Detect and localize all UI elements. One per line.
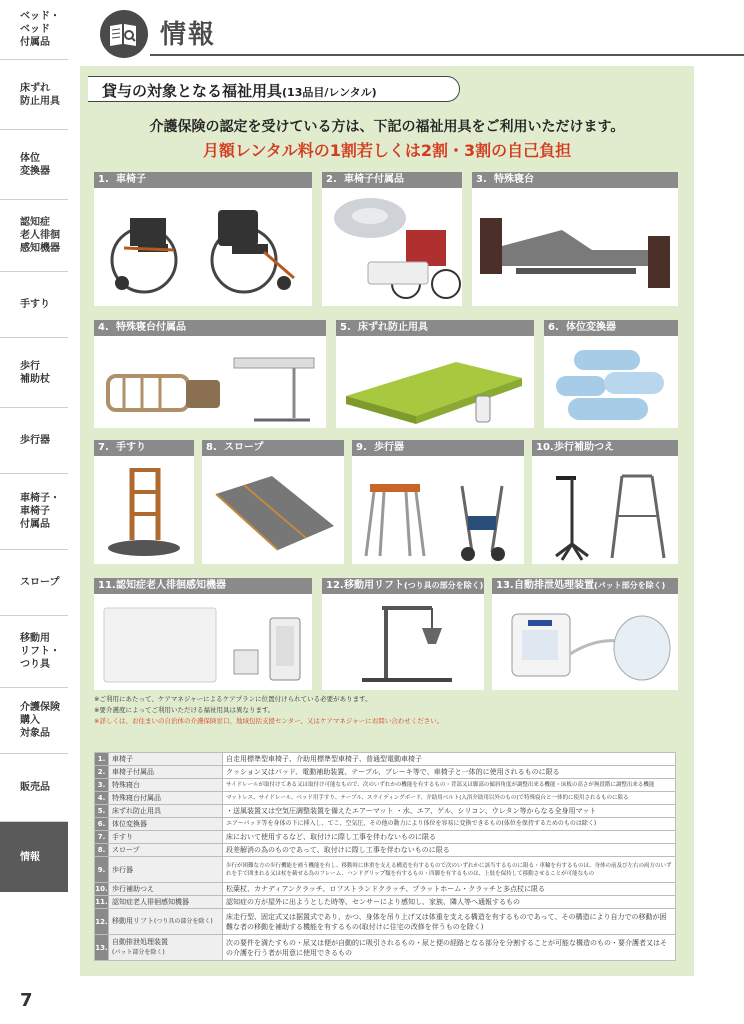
- sidebar: [0, 0, 68, 1024]
- table-cell: 床ずれ防止用具: [109, 805, 223, 818]
- table-row: [95, 857, 676, 883]
- card-label: 床ずれ防止用具: [358, 322, 428, 333]
- equipment-table: [94, 752, 676, 961]
- table-row: [95, 896, 676, 909]
- card-label: 10.: [536, 442, 554, 453]
- card-label: 3.: [476, 174, 487, 185]
- card-slope: [202, 440, 344, 564]
- card-label: 6.: [548, 322, 559, 333]
- notes: [94, 694, 684, 727]
- table-cell: 13.: [95, 935, 109, 961]
- card-dementia-sensor: [94, 578, 312, 690]
- handrail-illustration: [94, 456, 194, 564]
- sidebar-item-slope[interactable]: スロープ: [0, 550, 68, 616]
- card-wheelchair-accessory: [322, 172, 462, 306]
- card-position-changer: [544, 320, 678, 428]
- table-cell: クッション又はパッド、電動補助装置、テーブル、ブレーキ等で、車椅子と一体的に使用されるものに限る: [223, 766, 676, 779]
- sidebar-item-bed[interactable]: ベッド・ ベッド 付属品: [0, 0, 68, 60]
- page-title: 情報: [160, 20, 217, 50]
- card-label: (つり具の部分を除く): [404, 581, 484, 590]
- table-cell: サイドレールが取付けてある又は取付け可能なもので、次のいずれかの機能を有するもの・背部又は脚部の傾斜角度が調整出来る機能・床板の高さが無段階に調整出来る機能: [223, 779, 676, 792]
- table-cell: 7.: [95, 831, 109, 844]
- card-label: 特殊寝台: [494, 174, 534, 185]
- table-cell: 9.: [95, 857, 109, 883]
- table-cell: 6.: [95, 818, 109, 831]
- sidebar-item-info[interactable]: 情報: [0, 822, 68, 892]
- table-row: [95, 831, 676, 844]
- table-row: [95, 883, 676, 896]
- table-cell: 床において使用するなど、取付けに際し工事を伴わないものに限る: [223, 831, 676, 844]
- table-cell: エアーパッド等を身体の下に挿入し、てこ、空気圧、その他の動力により体位を容易に変換できるもの(体位を保持するためのものは除く): [223, 818, 676, 831]
- table-cell: 歩行補助つえ: [109, 883, 223, 896]
- page-number: 7: [20, 990, 33, 1011]
- lead-highlight: 月額レンタル料の1割若しくは2割・3割の自己負担: [202, 141, 572, 160]
- lift-illustration: [322, 594, 484, 690]
- card-walker: [352, 440, 524, 564]
- note-line: ※要介護度によってご利用いただける福祉用具は異なります。: [94, 706, 275, 714]
- book-search-icon: [100, 10, 148, 58]
- table-row: [95, 792, 676, 805]
- table-cell: 歩行が困難な方の歩行機能を補う機能を有し、移動時に体重を支える構造を有するもので次のいずれかに該当するものに限る・車輪を有するものは、身体の前及び左右の両方のいずれを手で囲まれる又は杖を載せる為のフレーム、ハンドグリップ類を有するもの・四脚を有するものは、上肢を保持して移動させることが可能なもの: [223, 857, 676, 883]
- table-cell: マットレス、サイドレール、ベッド用手すり、テーブル、スライディングボード、介助用ベルト(入浴介助用以外のもの)で特殊寝台と一体的に使用されるものに限る: [223, 792, 676, 805]
- card-label: 自動排泄処理装置: [514, 580, 594, 591]
- wheelchair-illustration: [94, 188, 312, 306]
- table-row: [95, 844, 676, 857]
- card-label: 体位変換器: [566, 322, 616, 333]
- table-row: [95, 805, 676, 818]
- air-mattress-illustration: [336, 336, 534, 428]
- sidebar-item-purchase[interactable]: 介護保険 購入 対象品: [0, 688, 68, 754]
- table-row: [95, 818, 676, 831]
- table-cell: 手すり: [109, 831, 223, 844]
- table-cell: 体位変換器: [109, 818, 223, 831]
- table-cell: 3.: [95, 779, 109, 792]
- card-lift: [322, 578, 484, 690]
- table-row: [95, 909, 676, 935]
- header-divider: [150, 54, 744, 56]
- table-cell: 車椅子付属品: [109, 766, 223, 779]
- sidebar-item-position-changer[interactable]: 体位 変換器: [0, 130, 68, 200]
- table-cell: 12.: [95, 909, 109, 935]
- sidebar-item-handrail[interactable]: 手すり: [0, 272, 68, 338]
- walker-illustration: [352, 456, 524, 564]
- sidebar-item-dementia-sensor[interactable]: 認知症 老人徘徊 感知機器: [0, 200, 68, 272]
- sensor-mat-illustration: [94, 594, 312, 690]
- table-row: [95, 753, 676, 766]
- card-label: 13.: [496, 580, 514, 591]
- excretion-device-illustration: [492, 594, 678, 690]
- section-title: 貸与の対象となる福祉用具(13品目/レンタル): [102, 82, 377, 100]
- table-cell: 4.: [95, 792, 109, 805]
- card-handrail: [94, 440, 194, 564]
- table-cell: 1.: [95, 753, 109, 766]
- card-bed-accessory: [94, 320, 326, 428]
- table-cell: 次の要件を満たすもの・尿又は便が自動的に吸引されるもの・尿と便の経路となる部分を分割することが可能な構造のもの・要介護者又はその介護を行う者が用意に使用できるもの: [223, 935, 676, 961]
- card-special-bed: [472, 172, 678, 306]
- card-label: 2.: [326, 174, 337, 185]
- table-cell: 車椅子: [109, 753, 223, 766]
- card-label: 歩行補助つえ: [554, 442, 614, 453]
- table-row: [95, 779, 676, 792]
- table-cell: 10.: [95, 883, 109, 896]
- table-cell: スロープ: [109, 844, 223, 857]
- card-label: 移動用リフト: [344, 580, 404, 591]
- card-label: 4.: [98, 322, 109, 333]
- table-cell: 移動用リフト(つり具の部分を除く): [109, 909, 223, 935]
- slope-illustration: [202, 456, 344, 564]
- sidebar-item-cane[interactable]: 歩行 補助杖: [0, 338, 68, 408]
- table-cell: 段差解消の為のものであって、取付けに際し工事を伴わないものに限る: [223, 844, 676, 857]
- table-cell: 床走行型、固定式又は据置式であり、かつ、身体を吊り上げ又は体重を支える構造を有するものであって、その構造により自力での移動が困難な者の移動を補助する機能を有するもの(取付けに住宅の改修を伴うものを除く): [223, 909, 676, 935]
- card-label: 手すり: [116, 442, 146, 453]
- card-bedsore-prevention: [336, 320, 534, 428]
- card-label: 車椅子: [116, 174, 146, 185]
- table-cell: 2.: [95, 766, 109, 779]
- card-label: スロープ: [224, 442, 264, 453]
- card-label: 特殊寝台付属品: [116, 322, 186, 333]
- card-label: 1.: [98, 174, 109, 185]
- sidebar-item-walker[interactable]: 歩行器: [0, 408, 68, 474]
- card-label: 歩行器: [374, 442, 404, 453]
- sidebar-item-bedsore[interactable]: 床ずれ 防止用具: [0, 60, 68, 130]
- table-cell: 自走用標準型車椅子、介助用標準型車椅子、普通型電動車椅子: [223, 753, 676, 766]
- table-cell: 特殊寝台付属品: [109, 792, 223, 805]
- table-cell: 松葉杖、カナディアンクラッチ、ロフストランドクラッチ、プラットホーム・クラッチと多点杖に限る: [223, 883, 676, 896]
- table-cell: 11.: [95, 896, 109, 909]
- sidebar-item-sales[interactable]: 販売品: [0, 754, 68, 822]
- card-label: (パット部分を除く): [594, 581, 666, 590]
- card-cane: [532, 440, 678, 564]
- cushions-illustration: [544, 336, 678, 428]
- card-label: 車椅子付属品: [344, 174, 404, 185]
- cane-illustration: [532, 456, 678, 564]
- table-row: [95, 935, 676, 961]
- table-cell: 歩行器: [109, 857, 223, 883]
- card-label: 認知症老人徘徊感知機器: [116, 580, 226, 591]
- section-subtitle: (13品目/レンタル): [282, 86, 377, 99]
- bed-rail-table-illustration: [94, 336, 326, 428]
- bed-illustration: [472, 188, 678, 306]
- card-label: 5.: [340, 322, 351, 333]
- table-cell: 認知症の方が屋外に出ようとした時等、センサーにより感知し、家族、隣人等へ通報するもの: [223, 896, 676, 909]
- card-label: 9.: [356, 442, 367, 453]
- lead-text: 介護保険の認定を受けている方は、下記の福祉用具をご利用いただけます。: [149, 119, 625, 135]
- table-cell: ・送風装置又は空気圧調整装置を備えたエアーマット ・水、エア、ゲル、シリコン、ウレタン等からなる全身用マット: [223, 805, 676, 818]
- card-label: 8.: [206, 442, 217, 453]
- card-label: 12.: [326, 580, 344, 591]
- table-cell: 認知症老人徘徊感知機器: [109, 896, 223, 909]
- card-auto-excretion: [492, 578, 678, 690]
- table-cell: 特殊寝台: [109, 779, 223, 792]
- table-row: [95, 766, 676, 779]
- note-line-highlight: ※詳しくは、お住まいの自治体の介護保険窓口、地域包括支援センター、又はケアマネジャーにお問い合わせください。: [94, 717, 444, 725]
- cushion-table-illustration: [322, 188, 462, 306]
- sidebar-item-lift[interactable]: 移動用 リフト・ つり具: [0, 616, 68, 688]
- card-label: 11.: [98, 580, 116, 591]
- card-wheelchair: [94, 172, 312, 306]
- note-line: ※ご利用にあたって、ケアマネジャーによるケアプランに位置付けられている必要があります。: [94, 695, 372, 703]
- card-label: 7.: [98, 442, 109, 453]
- table-cell: 5.: [95, 805, 109, 818]
- table-cell: 8.: [95, 844, 109, 857]
- sidebar-item-wheelchair[interactable]: 車椅子・ 車椅子 付属品: [0, 474, 68, 550]
- table-cell: 自動排泄処理装置 (パット部分を除く): [109, 935, 223, 961]
